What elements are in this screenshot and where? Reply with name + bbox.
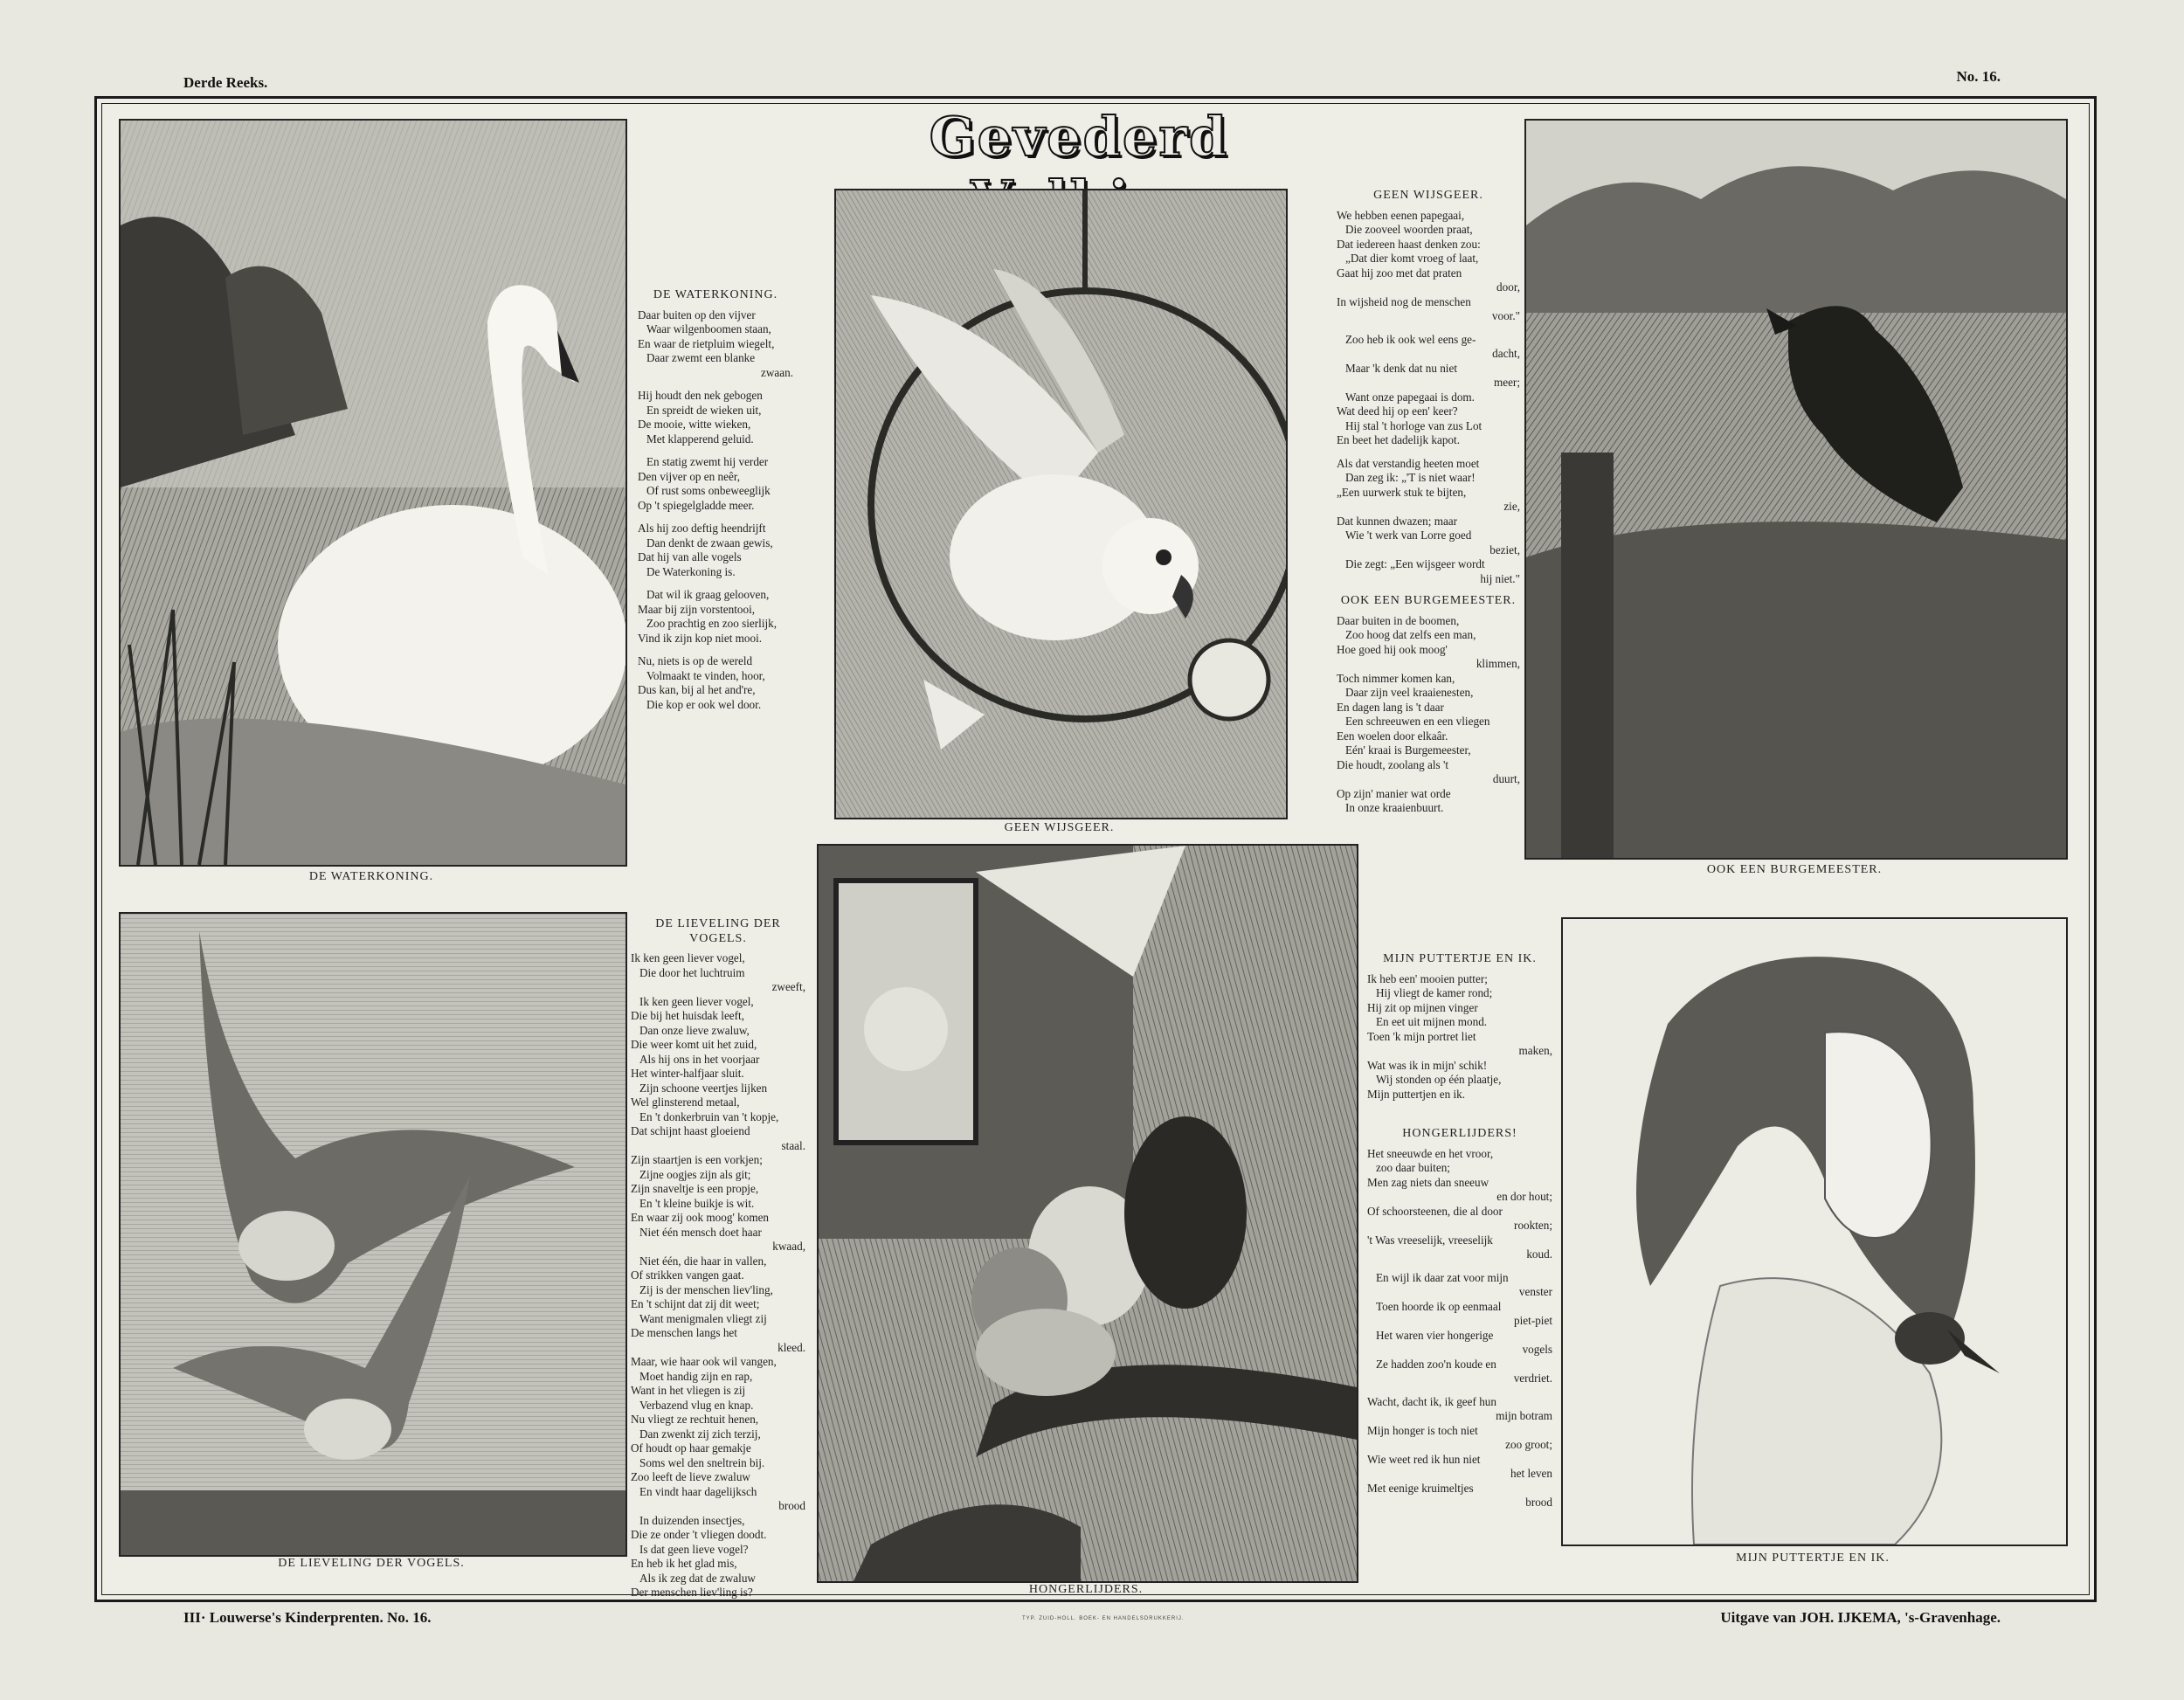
poem-line: Zijne oogjes zijn als git; — [639, 1167, 751, 1181]
parrot-caption: GEEN WIJSGEER. — [1004, 821, 1115, 834]
poem-line: In wijsheid nog de menschen — [1337, 294, 1471, 308]
poem-line: En eet uit mijnen mond. — [1376, 1015, 1488, 1028]
poem-line: Dat iedereen haast denken zou: — [1337, 237, 1481, 251]
poem-line: brood — [778, 1499, 805, 1512]
girl-illustration — [1561, 917, 2068, 1546]
poem-line: En 't schijnt dat zij dit weet; — [631, 1297, 760, 1310]
poem-line — [1337, 448, 1520, 457]
poem-line: Die weer komt uit het zuid, — [631, 1038, 757, 1051]
poem-line: Die kop er ook wel door. — [646, 697, 762, 711]
poem-line: Die zooveel woorden praat, — [1345, 223, 1473, 236]
poem-line — [638, 446, 793, 455]
poem-line: Dat hij van alle vogels — [638, 550, 742, 563]
poem-line: Waar wilgenboomen staan, — [646, 322, 771, 335]
poem-line: kwaad, — [772, 1240, 805, 1253]
poem-line: zweeft, — [771, 980, 805, 993]
poem-line: Zijn schoone veertjes lijken — [639, 1081, 768, 1095]
poem-line: En spreidt de wieken uit, — [646, 403, 762, 417]
poem-line: zoo daar buiten; — [1376, 1161, 1450, 1174]
poem-line: Dus kan, bij al het and're, — [638, 683, 756, 696]
poem-line: en dor hout; — [1496, 1190, 1552, 1203]
poem-line: En 't donkerbruin van 't kopje, — [639, 1109, 779, 1123]
poem-lieveling-der-vogels — [631, 917, 805, 1600]
poem-line: koud. — [1526, 1247, 1552, 1261]
poem-line: Wat was ik in mijn' schik! — [1367, 1058, 1488, 1072]
poem-line: Daar buiten op den vijver — [638, 308, 756, 321]
poem-line: Nu, niets is op de wereld — [638, 654, 753, 667]
poem-line: De Waterkoning is. — [646, 564, 736, 578]
poem-line: Zij is der menschen liev'ling, — [639, 1282, 773, 1296]
poem-line: Eén' kraai is Burgemeester, — [1345, 743, 1471, 757]
poem-mijn-puttertje — [1367, 952, 1552, 1102]
poem-burgemeester — [1337, 594, 1520, 816]
poem-hongerlijders-title: HONGERLIJDERS! — [1402, 1127, 1517, 1140]
poem-line — [1337, 324, 1520, 333]
swallows-caption: DE LIEVELING DER VOGELS. — [278, 1557, 465, 1570]
poem-line: Als hij zoo deftig heendrijft — [638, 522, 766, 535]
poem-line: voor." — [1491, 309, 1520, 322]
poem-line: Zoo hoog dat zelfs een man, — [1345, 628, 1476, 641]
poem-waterkoning-title: DE WATERKONING. — [653, 288, 778, 301]
poem-line: Ze hadden zoo'n koude en — [1376, 1357, 1496, 1371]
poem-geen-wijsgeer — [1337, 189, 1520, 586]
poem-line: kleed. — [778, 1340, 805, 1354]
poem-line: Die door het luchtruim — [639, 965, 745, 979]
poem-line: Dan zwenkt zij zich terzij, — [639, 1427, 761, 1441]
poem-line: Of schoorsteenen, die al door — [1367, 1204, 1503, 1218]
poem-line: Ik ken geen liever vogel, — [631, 951, 745, 964]
poem-wijsgeer-title: GEEN WIJSGEER. — [1373, 189, 1483, 202]
poem-line: Der menschen liev'ling is? — [631, 1586, 753, 1599]
series-footer: III· Louwerse's Kinderprenten. No. 16. — [183, 1609, 432, 1626]
hungry-birds-caption: HONGERLIJDERS. — [1028, 1583, 1144, 1596]
poem-lieveling-title: DE LIEVELING DER VOGELS. — [655, 917, 781, 945]
poem-line: De mooie, witte wieken, — [638, 418, 751, 431]
poem-line: Verbazend vlug en knap. — [639, 1398, 754, 1412]
poem-line: Nu vliegt ze rechtuit henen, — [631, 1413, 759, 1426]
poem-line: Toen 'k mijn portret liet — [1367, 1029, 1476, 1043]
poem-line: Vind ik zijn kop niet mooi. — [638, 631, 763, 645]
swan-illustration — [119, 119, 627, 867]
poem-line: Of strikken vangen gaat. — [631, 1268, 744, 1282]
series-label: Derde Reeks. — [183, 74, 268, 91]
poem-line: Niet één, die haar in vallen, — [639, 1254, 767, 1268]
poem-waterkoning — [638, 288, 793, 712]
poem-line: Maar 'k denk dat nu niet — [1345, 361, 1457, 375]
swallows-illustration — [119, 912, 627, 1557]
poem-line: In onze kraaienbuurt. — [1345, 801, 1444, 814]
poem-line: Toch nimmer komen kan, — [1337, 671, 1455, 685]
poem-line: piet-piet — [1514, 1314, 1552, 1327]
poem-line: En wijl ik daar zat voor mijn — [1376, 1270, 1509, 1284]
poem-burgemeester-title: OOK EEN BURGEMEESTER. — [1340, 594, 1517, 607]
poem-line: Hoe goed hij ook moog' — [1337, 642, 1448, 656]
poem-line — [1367, 1262, 1552, 1271]
poem-line: Die zegt: „Een wijsgeer wordt — [1345, 557, 1485, 570]
poem-line: Zijn staartjen is een vorkjen; — [631, 1153, 763, 1166]
poem-line — [638, 579, 793, 588]
poem-line: Toen hoorde ik op eenmaal — [1376, 1299, 1502, 1313]
poem-line: Wie 't werk van Lorre goed — [1345, 529, 1472, 542]
poem-line: Hij stal 't horloge van zus Lot — [1345, 418, 1482, 432]
poem-line: Ik ken geen liever vogel, — [639, 994, 754, 1008]
poem-line: Is dat geen lieve vogel? — [639, 1542, 749, 1556]
poem-line: door, — [1496, 280, 1520, 294]
poem-line: Moet handig zijn en rap, — [639, 1369, 753, 1383]
poem-line — [638, 513, 793, 522]
poem-line: Dat kunnen dwazen; maar — [1337, 514, 1458, 528]
poem-line: Dat schijnt haast gloeiend — [631, 1124, 750, 1137]
poem-line: Volmaakt te vinden, hoor, — [646, 668, 765, 682]
poem-line: Het sneeuwde en het vroor, — [1367, 1146, 1494, 1160]
poem-line: En dagen lang is 't daar — [1337, 700, 1444, 714]
poem-line: hij niet." — [1480, 571, 1520, 585]
poem-line: zoo groot; — [1505, 1438, 1552, 1451]
poem-line: zie, — [1503, 500, 1520, 513]
poem-line: Hij houdt den nek gebogen — [638, 389, 763, 402]
poem-line: Die ze onder 't vliegen doodt. — [631, 1528, 767, 1541]
poem-line: En statig zwemt hij verder — [646, 455, 769, 468]
poem-line: Hij vliegt de kamer rond; — [1376, 986, 1493, 999]
poem-line: Dan onze lieve zwaluw, — [639, 1023, 750, 1037]
poem-line: Ik heb een' mooien putter; — [1367, 971, 1488, 985]
poem-line: Zijn snaveltje is een propje, — [631, 1182, 759, 1195]
poem-line: En heb ik het glad mis, — [631, 1557, 737, 1570]
poem-line: Wij stonden op één plaatje, — [1376, 1073, 1502, 1086]
poem-line: Als dat verstandig heeten moet — [1337, 456, 1480, 470]
poem-line: Men zag niets dan sneeuw — [1367, 1175, 1489, 1189]
poem-line: mijn botram — [1496, 1409, 1552, 1422]
poem-line: Daar zwemt een blanke — [646, 351, 756, 364]
poem-line: Zoo heb ik ook wel eens ge- — [1345, 332, 1476, 346]
crow-caption: OOK EEN BURGEMEESTER. — [1706, 863, 1883, 876]
publisher-footer: Uitgave van JOH. IJKEMA, 's-Gravenhage. — [1720, 1609, 2001, 1626]
poem-line: Want in het vliegen is zij — [631, 1384, 746, 1397]
hungry-birds-illustration — [817, 844, 1358, 1583]
poem-line: We hebben eenen papegaai, — [1337, 208, 1465, 222]
poem-line: verdriet. — [1513, 1372, 1552, 1385]
poem-line — [638, 380, 793, 389]
poem-line: En beet het dadelijk kapot. — [1337, 433, 1460, 446]
poem-line: 't Was vreeselijk, vreeselijk — [1367, 1233, 1493, 1247]
poem-line: Den vijver op en neêr, — [638, 469, 741, 483]
poem-line: duurt, — [1492, 772, 1520, 785]
poem-line: En waar de rietpluim wiegelt, — [638, 336, 775, 350]
poem-line: venster — [1518, 1285, 1552, 1298]
poem-line: Wie weet red ik hun niet — [1367, 1452, 1481, 1466]
poem-line: In duizenden insectjes, — [639, 1513, 745, 1527]
poem-line: Die houdt, zoolang als 't — [1337, 757, 1448, 771]
poem-line: Zoo prachtig en zoo sierlijk, — [646, 617, 778, 630]
poem-line: Op 't spiegelgladde meer. — [638, 498, 755, 512]
poem-line: zwaan. — [761, 365, 793, 379]
poem-line: Mijn honger is toch niet — [1367, 1423, 1478, 1437]
poem-line: brood — [1525, 1496, 1552, 1509]
poem-line: Daar zijn veel kraaienesten, — [1345, 686, 1474, 699]
crow-illustration — [1524, 119, 2068, 860]
poem-line: Dan zeg ik: „'T is niet waar! — [1345, 471, 1476, 484]
poem-line — [638, 646, 793, 654]
poem-line: maken, — [1518, 1044, 1552, 1057]
poem-line: Hij zit op mijnen vinger — [1367, 1000, 1478, 1014]
poem-line: klimmen, — [1476, 657, 1520, 670]
poem-line: Soms wel den sneltrein bij. — [639, 1455, 765, 1469]
poem-line: meer; — [1493, 376, 1520, 389]
poem-line: Als hij ons in het voorjaar — [639, 1052, 760, 1066]
poem-line: En vindt haar dagelijksch — [639, 1484, 757, 1498]
poem-line: Wat deed hij op een' keer? — [1337, 404, 1458, 418]
poem-puttertje-title: MIJN PUTTERTJE EN IK. — [1383, 952, 1537, 965]
poem-line: Gaat hij zoo met dat praten — [1337, 266, 1462, 280]
poem-line: Mijn puttertjen en ik. — [1367, 1087, 1466, 1101]
poem-line: Maar bij zijn vorstentooi, — [638, 602, 756, 616]
poem-line: En 't kleine buikje is wit. — [639, 1196, 755, 1210]
poem-line: Want onze papegaai is dom. — [1345, 390, 1475, 404]
poem-line: Met klapperend geluid. — [646, 432, 754, 446]
poem-line: En waar zij ook moog' komen — [631, 1211, 770, 1224]
poem-hongerlijders — [1367, 1127, 1552, 1510]
poem-line: Het winter-halfjaar sluit. — [631, 1067, 744, 1080]
poem-line: Wel glinsterend metaal, — [631, 1095, 740, 1109]
page-title: Gevederd — [929, 105, 1229, 169]
poem-line: Op zijn' manier wat orde — [1337, 786, 1451, 800]
girl-caption: MIJN PUTTERTJE EN IK. — [1736, 1551, 1890, 1565]
poem-line: Want menigmalen vliegt zij — [639, 1311, 767, 1325]
poem-line: Maar, wie haar ook wil vangen, — [631, 1355, 777, 1368]
poem-line: Dan denkt de zwaan gewis, — [646, 536, 773, 549]
poem-line: vogels — [1522, 1343, 1552, 1356]
poem-line: „Een uurwerk stuk te bijten, — [1337, 485, 1467, 499]
printer-imprint: TYP. ZUID-HOLL. BOEK- EN HANDELSDRUKKERIJ. — [1022, 1616, 1185, 1621]
poem-line: Dat wil ik graag gelooven, — [646, 588, 770, 601]
poem-line: De menschen langs het — [631, 1326, 737, 1339]
swan-caption: DE WATERKONING. — [308, 870, 434, 883]
poem-line: Zoo leeft de lieve zwaluw — [631, 1470, 750, 1483]
poem-line: beziet, — [1489, 542, 1520, 556]
poem-line: Met eenige kruimeltjes — [1367, 1481, 1474, 1495]
parrot-illustration — [834, 189, 1288, 819]
poem-line: Als ik zeg dat de zwaluw — [639, 1571, 756, 1585]
poem-line — [1367, 1386, 1552, 1395]
poem-line: Of rust soms onbeweeglijk — [646, 484, 771, 497]
poem-line: Daar buiten in de boomen, — [1337, 613, 1460, 627]
poem-line: Wacht, dacht ik, ik geef hun — [1367, 1394, 1496, 1408]
poem-line: staal. — [781, 1138, 805, 1152]
poem-line: rookten; — [1514, 1219, 1552, 1232]
poem-line: Een woelen door elkaâr. — [1337, 729, 1448, 743]
poem-line: Of houdt op haar gemakje — [631, 1441, 751, 1455]
poem-line: Een schreeuwen en een vliegen — [1345, 715, 1490, 728]
poem-line: „Dat dier komt vroeg of laat, — [1345, 252, 1479, 265]
poem-line: dacht, — [1492, 347, 1520, 360]
issue-number: No. 16. — [1956, 68, 2001, 85]
poem-line: Het waren vier hongerige — [1376, 1328, 1494, 1342]
poem-line: Die bij het huisdak leeft, — [631, 1009, 745, 1022]
poem-line: Niet één mensch doet haar — [639, 1225, 762, 1239]
poem-line: het leven — [1510, 1467, 1552, 1480]
